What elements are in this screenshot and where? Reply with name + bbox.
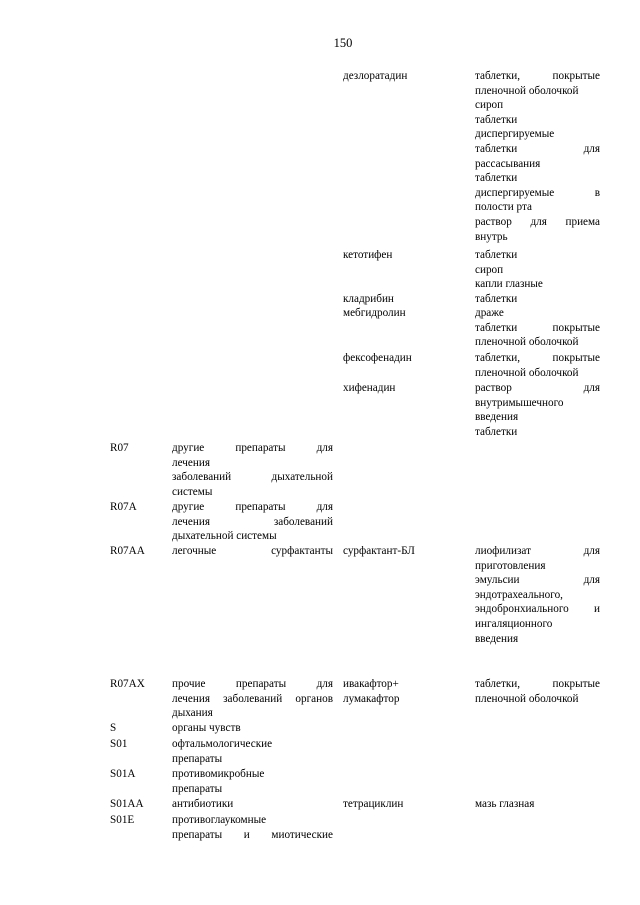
drug-name: хифенадин (343, 382, 396, 394)
form-line: таблетки, покрытые (475, 678, 600, 690)
name-line: антибиотики (172, 798, 234, 810)
name-line: противоглаукомные (172, 814, 267, 826)
name-line: системы (172, 485, 213, 498)
form-line: сироп (475, 263, 504, 276)
form-line: внутримышечного (475, 396, 564, 409)
form-line: пленочной оболочкой (475, 692, 579, 705)
form-line: диспергируемые (475, 128, 555, 141)
form-line: приготовления (475, 559, 546, 572)
drug-name: сурфактант-БЛ (343, 545, 415, 557)
atc-group-name (172, 500, 333, 544)
form-line: таблетки (475, 113, 518, 126)
atc-group-name (172, 767, 333, 796)
page-number: 150 (333, 36, 353, 50)
drug-name: мебгидролин (343, 307, 406, 319)
form-line: раствор для приема (475, 215, 600, 228)
drug-name: фексофенадин (343, 352, 412, 364)
drug-line: лумакафтор (343, 692, 400, 705)
atc-group-name (172, 544, 333, 559)
dosage-forms (475, 381, 600, 439)
form-line: таблетки (475, 172, 518, 185)
name-line: дыхательной системы (172, 530, 277, 543)
form-line: капли глазные (475, 278, 543, 291)
form-line: диспергируемые в (475, 186, 600, 199)
name-line: дыхания (172, 707, 213, 720)
form-line: пленочной оболочкой (475, 84, 579, 97)
dosage-forms (475, 69, 600, 244)
drug-name: кетотифен (343, 249, 393, 261)
form-line: эндотрахеального, (475, 588, 563, 601)
atc-code: R07A (110, 501, 137, 513)
form-line: рассасывания (475, 157, 541, 170)
form-line: введения (475, 632, 519, 645)
name-line: органы чувств (172, 722, 241, 734)
form-line: введения (475, 411, 519, 424)
drug-line: ивакафтор+ (343, 678, 399, 690)
form-line: эмульсии для (475, 574, 600, 587)
name-line: препараты (172, 782, 223, 795)
atc-group-name (172, 721, 333, 736)
dosage-forms (475, 544, 600, 646)
drug-name: тетрациклин (343, 798, 404, 810)
name-line: противомикробные (172, 768, 265, 780)
name-line: другие препараты для (172, 442, 333, 454)
atc-code: S01A (110, 768, 136, 780)
atc-code: R07AX (110, 678, 145, 690)
form-line: таблетки, покрытые (475, 352, 600, 364)
name-line: лечения заболеваний органов (172, 692, 333, 705)
drug-name: дезлоратадин (343, 70, 408, 82)
drug-name (343, 677, 399, 706)
form-line: таблетки (475, 293, 518, 305)
dosage-forms (475, 292, 600, 307)
name-line: заболеваний дыхательной (172, 471, 333, 484)
name-line: легочные сурфактанты (172, 545, 333, 557)
form-line: таблетки, покрытые (475, 70, 600, 82)
form-line: внутрь (475, 230, 508, 243)
atc-group-name (172, 797, 333, 812)
form-line: сироп (475, 99, 504, 112)
atc-code: S01 (110, 738, 128, 750)
name-line: препараты (172, 752, 223, 765)
name-line: препараты и миотические (172, 828, 333, 841)
drug-name: кладрибин (343, 293, 394, 305)
name-line: другие препараты для (172, 501, 333, 513)
form-line: таблетки покрытые (475, 321, 600, 334)
name-line: лечения (172, 456, 210, 469)
dosage-forms (475, 797, 600, 812)
atc-code: S (110, 722, 117, 734)
atc-group-name (172, 813, 333, 842)
name-line: офтальмологические (172, 738, 273, 750)
form-line: раствор для (475, 382, 600, 394)
atc-code: R07 (110, 442, 129, 454)
name-line: лечения заболеваний (172, 515, 333, 528)
atc-code: R07AA (110, 545, 145, 557)
dosage-forms (475, 677, 600, 706)
form-line: пленочной оболочкой (475, 336, 579, 349)
atc-code: S01E (110, 814, 135, 826)
form-line: полости рта (475, 201, 532, 214)
form-line: пленочной оболочкой (475, 366, 579, 379)
form-line: драже (475, 307, 504, 319)
form-line: таблетки (475, 249, 518, 261)
form-line: ингаляционного (475, 617, 553, 630)
form-line: таблетки для (475, 142, 600, 155)
atc-group-name (172, 677, 333, 721)
form-line: таблетки (475, 425, 518, 438)
name-line: прочие препараты для (172, 678, 333, 690)
atc-group-name (172, 441, 333, 499)
atc-group-name (172, 737, 333, 766)
form-line: мазь глазная (475, 798, 535, 810)
dosage-forms (475, 306, 600, 350)
form-line: эндобронхиального и (475, 603, 600, 616)
dosage-forms (475, 248, 600, 292)
form-line: лиофилизат для (475, 545, 600, 557)
atc-code: S01AA (110, 798, 144, 810)
dosage-forms (475, 351, 600, 380)
